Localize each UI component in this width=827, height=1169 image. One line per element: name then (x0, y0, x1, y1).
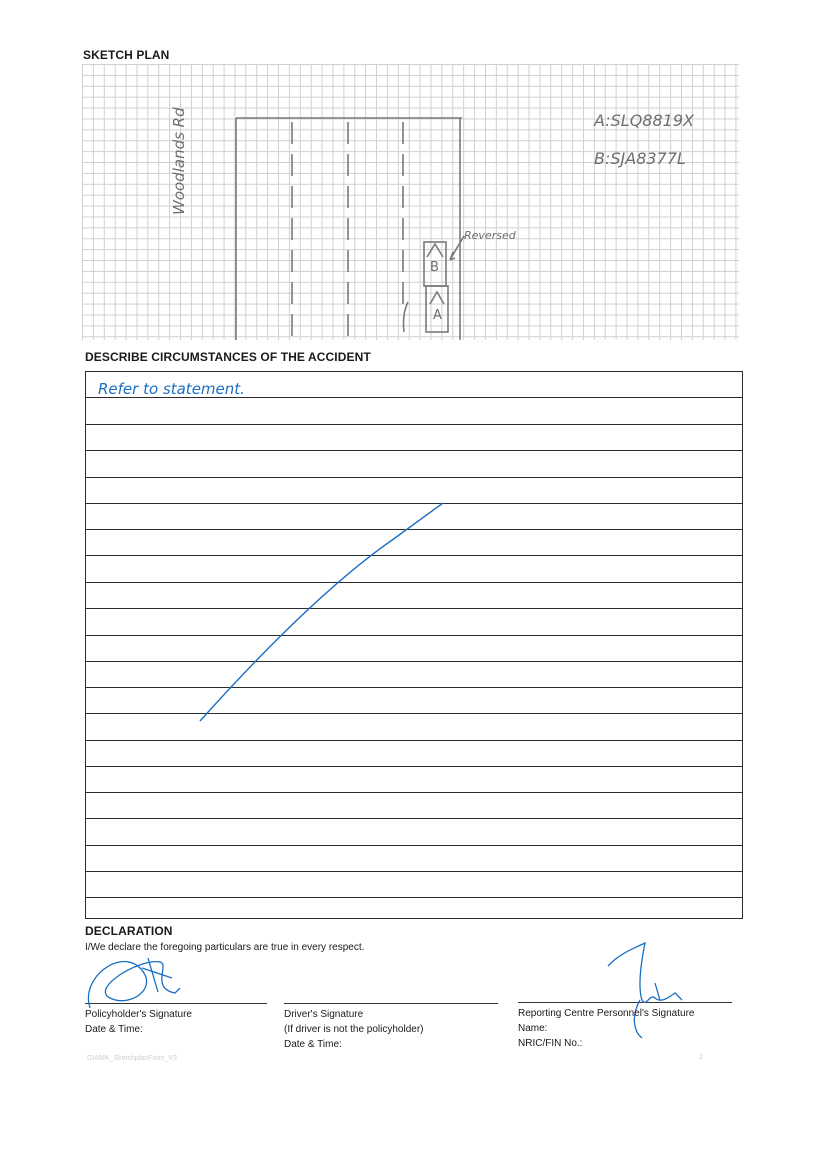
driver-date-label: Date & Time: (284, 1039, 342, 1050)
circumstances-heading: DESCRIBE CIRCUMSTANCES OF THE ACCIDENT (85, 350, 371, 364)
driver-signature-line (284, 1003, 498, 1004)
vehicle-b-arrow (427, 244, 443, 257)
declaration-heading: DECLARATION (85, 924, 173, 938)
reversed-note: Reversed (464, 229, 516, 242)
declaration-statement: I/We declare the foregoing particulars are true in every respect. (85, 942, 365, 953)
vehicle-a-arrow (430, 292, 444, 304)
policyholder-date-label: Date & Time: (85, 1024, 143, 1035)
strike-through-line (195, 498, 450, 726)
road-label: Woodlands Rd (170, 107, 188, 215)
page-number: 2 (699, 1054, 703, 1061)
vehicle-a-plate: A:SLQ8819X (594, 111, 694, 130)
driver-signature-label: Driver's Signature (284, 1009, 364, 1020)
personnel-nric-label: NRIC/FIN No.: (518, 1038, 583, 1049)
vehicle-b-label: B (430, 260, 439, 275)
sketch-plan-heading: SKETCH PLAN (83, 48, 170, 62)
personnel-signature-label: Reporting Centre Personnel's Signature (518, 1008, 695, 1019)
reversed-arrow (450, 236, 464, 260)
turn-curve (404, 302, 409, 332)
vehicle-a-label: A (433, 308, 442, 323)
vehicle-b-plate: B:SJA8377L (594, 149, 686, 168)
driver-note: (If driver is not the policyholder) (284, 1024, 424, 1035)
circumstances-text: Refer to statement. (98, 380, 245, 398)
form-id: GIAMK_SketchplanForm_V3 (87, 1055, 177, 1062)
personnel-name-label: Name: (518, 1023, 548, 1034)
policyholder-signature-label: Policyholder's Signature (85, 1009, 192, 1020)
personnel-signature-image (600, 938, 700, 1043)
